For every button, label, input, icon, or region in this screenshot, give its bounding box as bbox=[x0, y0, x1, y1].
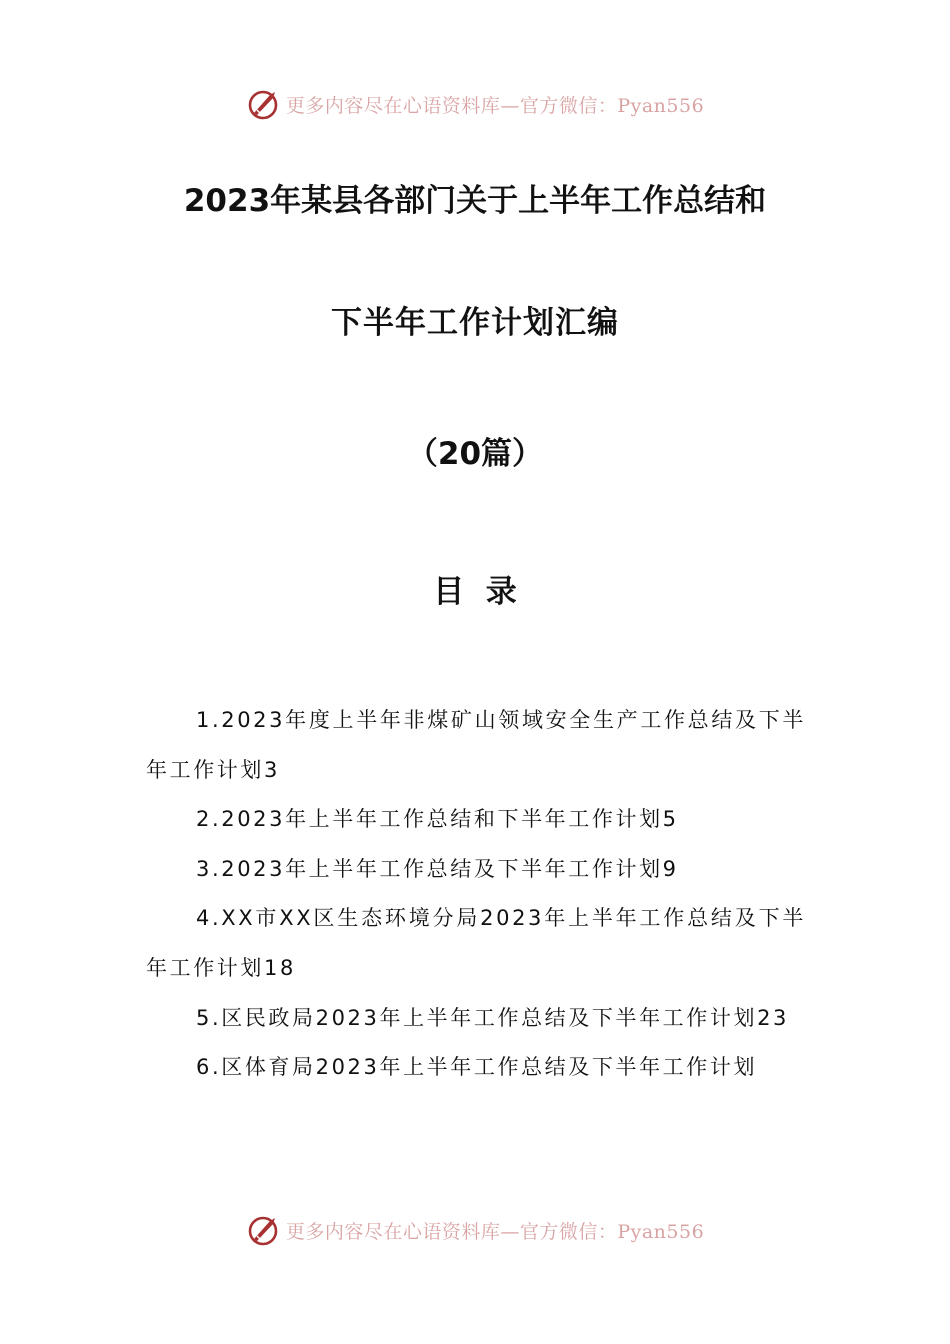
header-watermark bbox=[0, 82, 950, 126]
toc-item-1[interactable]: 1.2023年度上半年非煤矿山领域安全生产工作总结及下半年工作计划3 bbox=[146, 708, 806, 782]
document-title-line-2: 下半年工作计划汇编 bbox=[331, 305, 619, 341]
pen-logo-icon bbox=[246, 1212, 282, 1248]
toc-item-2[interactable]: 2.2023年上半年工作总结和下半年工作计划5 bbox=[196, 807, 679, 832]
document-title-line-1: 2023年某县各部门关于上半年工作总结和 bbox=[183, 183, 767, 219]
toc-heading: 目 录 bbox=[433, 574, 517, 610]
toc-item-3[interactable]: 3.2023年上半年工作总结及下半年工作计划9 bbox=[196, 856, 679, 881]
pen-logo-icon bbox=[246, 86, 282, 122]
toc-item-4[interactable]: 4.XX市XX区生态环境分局2023年上半年工作总结及下半年工作计划18 bbox=[146, 906, 806, 980]
toc-item-6[interactable]: 6.区体育局2023年上半年工作总结及下半年工作计划 bbox=[196, 1055, 758, 1080]
watermark-text: 更多内容尽在心语资料库—官方微信：Pyan556 bbox=[285, 1220, 705, 1243]
watermark-text: 更多内容尽在心语资料库—官方微信：Pyan556 bbox=[285, 94, 705, 117]
toc-item-5[interactable]: 5.区民政局2023年上半年工作总结及下半年工作计划23 bbox=[196, 1005, 789, 1030]
footer-watermark bbox=[0, 1208, 950, 1252]
document-count-label: （20篇） bbox=[406, 436, 544, 472]
table-of-contents bbox=[146, 696, 806, 1093]
